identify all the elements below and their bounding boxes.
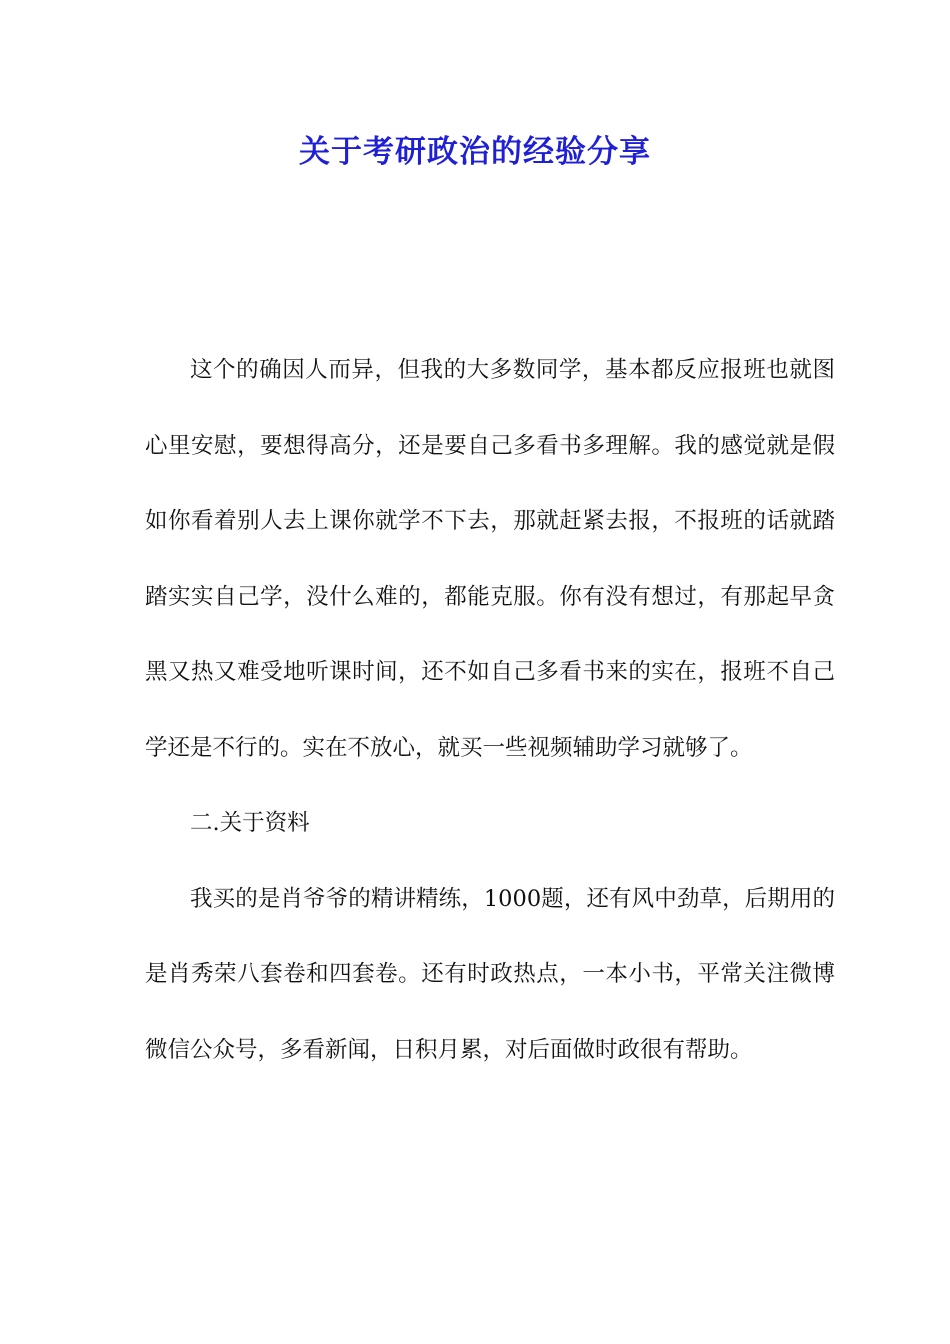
- paragraph-2: 我买的是肖爷爷的精讲精练，1000题，还有风中劲草，后期用的是肖秀荣八套卷和四套卷。还有时政热点，一本小书，平常关注微博微信公众号，多看新闻，日积月累，对后面做时政很有帮助。: [145, 885, 835, 1063]
- section-heading-materials: 二.关于资料: [190, 810, 310, 836]
- document-title: 关于考研政治的经验分享: [299, 134, 651, 170]
- paragraph-1: 这个的确因人而异，但我的大多数同学，基本都反应报班也就图心里安慰，要想得高分，还是要自己多看书多理解。我的感觉就是假如你看着别人去上课你就学不下去，那就赶紧去报，不报班的话就踏踏实实自己学，没什么难的，都能克服。你有没有想过，有那起早贪黑又热又难受地听课时间，还不如自己多看书来的实在，报班不自己学还是不行的。实在不放心，就买一些视频辅助学习就够了。: [145, 357, 835, 761]
- document-body: [145, 333, 835, 1088]
